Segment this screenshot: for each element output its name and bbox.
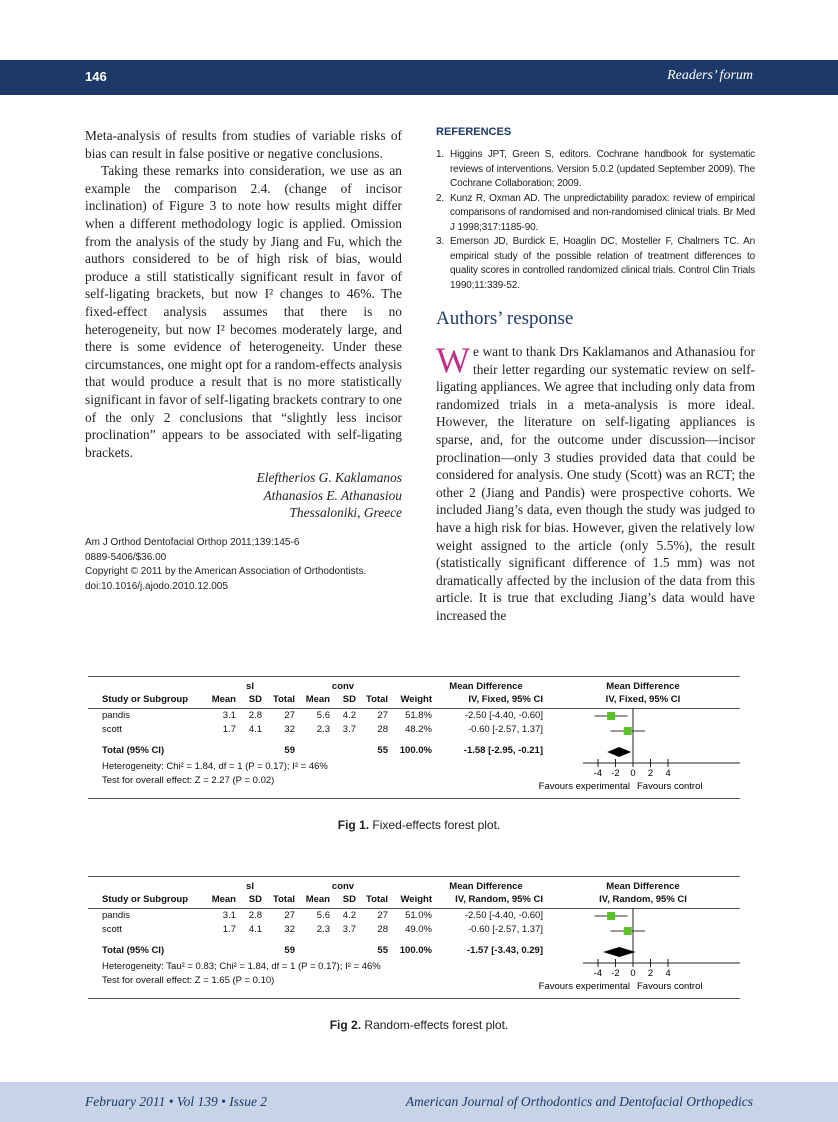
page-number: 146: [85, 69, 107, 84]
cell-conv-total: 27: [377, 910, 388, 921]
column-header: Mean: [211, 694, 236, 705]
cell-conv-mean: 5.6: [316, 710, 330, 721]
x-tick-label: 4: [665, 768, 671, 779]
total-ci: -1.58 [-2.95, -0.21]: [463, 745, 543, 756]
cell-conv-mean: 2.3: [316, 924, 330, 935]
reference-item: [436, 235, 755, 293]
effect-square: [624, 927, 632, 935]
study-name: pandis: [102, 910, 130, 921]
forest-plot-fixed: [88, 676, 740, 799]
cell-sl-mean: 3.1: [222, 710, 236, 721]
effect-square: [624, 727, 632, 735]
page-footer: [0, 1082, 838, 1122]
ci-header: IV, Random, 95% CI: [455, 894, 543, 905]
column-header: Weight: [400, 694, 432, 705]
cell-conv-mean: 5.6: [316, 910, 330, 921]
issue-info: February 2011 • Vol 139 • Issue 2: [85, 1094, 268, 1109]
drop-cap: W: [436, 340, 470, 380]
md-header: Mean Difference: [449, 881, 523, 892]
x-tick-label: 0: [630, 768, 636, 779]
heterogeneity-text: Heterogeneity: Chi² = 1.84, df = 1 (P = 0.17); I² = 46%: [102, 761, 328, 772]
cell-conv-sd: 4.2: [342, 710, 356, 721]
column-header: SD: [248, 894, 262, 905]
column-header: Mean: [305, 894, 330, 905]
reference-list: [436, 148, 755, 293]
pooled-diamond: [607, 747, 631, 757]
cell-conv-sd: 3.7: [342, 724, 356, 735]
letter-column: [85, 127, 402, 594]
cell-sl-sd: 4.1: [248, 724, 262, 735]
citation-block: [85, 536, 402, 594]
plot-header: Mean Difference: [606, 881, 680, 892]
cell-sl-total: 27: [284, 710, 295, 721]
total-ci: -1.57 [-3.43, 0.29]: [466, 945, 543, 956]
caption-label: Fig 2.: [329, 1018, 362, 1032]
column-header: Weight: [400, 894, 432, 905]
cell-sl-total: 32: [284, 924, 295, 935]
column-header: Total: [273, 694, 295, 705]
reference-text: Kunz R, Oxman AD. The unpredictability paradox: review of empirical comparisons of randomised and non-randomised clinical trials. Br Med J 1998;317:1185-90.: [450, 192, 755, 233]
cell-ci: -0.60 [-2.57, 1.37]: [468, 924, 543, 935]
favours-control-label: Favours control: [637, 981, 703, 992]
letter-paragraph: Taking these remarks into consideration, we use as an example the comparison 2.4. (change of incisor inclination) of Figure 3 to note how results might differ when a different methodology logic is applied. Omission from the analysis of the study by Jiang and Fu, which the authors considered to be of high risk of bias, would produce a still statistically significant result in favor of self-ligating brackets, but now I² changes to 46%. The fixed-effect analysis assumes that there is no heterogeneity, but now I² becomes moderately large, and there is some evidence of heterogeneity. Under these circumstances, one might opt for a random-effects analysis that would produce a result that is no more statistically significant in favor of self-ligating brackets contrary to one of the only 2 conclusions that “slightly less incisor proclination” appears to be associated with self-ligating brackets.: [85, 163, 402, 460]
overall-effect-text: Test for overall effect: Z = 2.27 (P = 0.02): [102, 775, 275, 786]
x-tick-label: 2: [647, 768, 654, 779]
favours-experimental-label: Favours experimental: [538, 781, 630, 792]
cell-ci: -2.50 [-4.40, -0.60]: [464, 910, 543, 921]
figure-caption: [0, 1018, 838, 1032]
x-tick-label: -2: [611, 968, 620, 979]
reference-number: 2.: [436, 192, 445, 204]
total-conv: 55: [377, 945, 388, 956]
right-column: [436, 126, 755, 625]
total-sl: 59: [284, 945, 295, 956]
cell-sl-sd: 2.8: [248, 910, 262, 921]
total-weight: 100.0%: [399, 745, 432, 756]
x-tick-label: 2: [647, 968, 654, 979]
pooled-diamond: [603, 947, 636, 957]
column-header: Study or Subgroup: [102, 894, 189, 905]
cell-conv-mean: 2.3: [316, 724, 330, 735]
column-header: Study or Subgroup: [102, 694, 189, 705]
response-paragraph: [436, 340, 755, 625]
letter-paragraph: Meta-analysis of results from studies of variable risks of bias can result in false positive or negative conclusions.: [85, 128, 402, 161]
signature: Eleftherios G. Kaklamanos: [256, 470, 402, 486]
cell-sl-mean: 1.7: [222, 724, 236, 735]
plot-ci-header: IV, Random, 95% CI: [599, 894, 687, 905]
cell-sl-sd: 2.8: [248, 710, 262, 721]
plot-ci-header: IV, Fixed, 95% CI: [605, 694, 681, 705]
doi[interactable]: doi:10.1016/j.ajodo.2010.12.005: [85, 580, 228, 592]
cell-ci: -2.50 [-4.40, -0.60]: [464, 710, 543, 721]
favours-experimental-label: Favours experimental: [538, 981, 630, 992]
reference-item: [436, 148, 755, 192]
reference-item: [436, 192, 755, 236]
cell-sl-mean: 3.1: [222, 910, 236, 921]
cell-sl-sd: 4.1: [248, 924, 262, 935]
cell-sl-mean: 1.7: [222, 924, 236, 935]
group-label-sl: sl: [246, 881, 254, 892]
cell-conv-total: 27: [377, 710, 388, 721]
favours-control-label: Favours control: [637, 781, 703, 792]
study-name: pandis: [102, 710, 130, 721]
reference-text: Higgins JPT, Green S, editors. Cochrane handbook for systematic reviews of interventions. Version 5.0.2 (updated September 2009). The Cochrane Collaboration; 2009.: [450, 149, 755, 189]
cell-weight: 51.0%: [405, 910, 432, 921]
group-label-conv: conv: [331, 881, 355, 892]
column-header: SD: [342, 894, 356, 905]
signature: Athanasios E. Athanasiou: [263, 487, 402, 503]
x-tick-label: 4: [665, 968, 671, 979]
x-tick-label: -4: [593, 768, 603, 779]
total-weight: 100.0%: [399, 945, 432, 956]
total-label: Total (95% CI): [102, 745, 165, 756]
caption-text: Fixed-effects forest plot.: [372, 818, 501, 832]
cell-sl-total: 32: [284, 724, 295, 735]
plot-header: Mean Difference: [606, 681, 680, 692]
figure-caption: [0, 818, 838, 832]
caption-label: Fig 1.: [337, 818, 370, 832]
overall-effect-text: Test for overall effect: Z = 1.65 (P = 0.10): [102, 975, 275, 986]
total-label: Total (95% CI): [102, 945, 165, 956]
citation-line: 0889-5406/$36.00: [85, 551, 167, 563]
forest-plot-random: [88, 876, 740, 999]
x-tick-label: -2: [611, 768, 620, 779]
column-header: Total: [273, 894, 295, 905]
citation-line: Am J Orthod Dentofacial Orthop 2011;139:145-6: [85, 537, 300, 549]
x-tick-label: -4: [593, 968, 603, 979]
column-header: Mean: [305, 694, 330, 705]
group-label-sl: sl: [246, 681, 254, 692]
forest-plot-area: [88, 877, 740, 998]
response-text: e want to thank Drs Kaklamanos and Athanasiou for their letter regarding our systematic review on self-ligating appliances. We agree that including only data from randomized trials in a meta-analysis is more ideal. However, the literature on self-ligating appliances is sparse, and, for the outcome under discussion—incisor proclination—only 3 studies provided data that could be considered for analysis. One study (Scott) was an RCT; the other 2 (Jiang and Pandis) were prospective cohorts. We included Jiang’s data, even though the study was judged to have a high risk for bias. However, given the relatively low weight assigned to the article (only 5.5%), the result (statistically significant difference of 1.5 mm) was not dramatically affected by the inclusion of the data from this article. It is true that excluding Jiang’s data would have increased the: [436, 344, 755, 623]
reference-number: 1.: [436, 149, 445, 160]
signature-location: Thessaloniki, Greece: [289, 505, 402, 521]
total-conv: 55: [377, 745, 388, 756]
cell-conv-sd: 3.7: [342, 924, 356, 935]
ci-header: IV, Fixed, 95% CI: [468, 694, 543, 705]
total-sl: 59: [284, 745, 295, 756]
study-name: scott: [102, 724, 123, 735]
column-header: Total: [366, 894, 388, 905]
citation-line: Copyright © 2011 by the American Association of Orthodontists.: [85, 566, 367, 578]
effect-square: [607, 712, 615, 720]
cell-conv-sd: 4.2: [342, 910, 356, 921]
effect-square: [607, 912, 615, 920]
forest-plot-area: [88, 677, 740, 798]
x-tick-label: 0: [630, 968, 636, 979]
md-header: Mean Difference: [449, 681, 523, 692]
study-name: scott: [102, 924, 123, 935]
column-header: Total: [366, 694, 388, 705]
references: [436, 126, 755, 293]
section-title: Readers’ forum: [667, 68, 753, 83]
reference-number: 3.: [436, 236, 445, 247]
cell-conv-total: 28: [377, 724, 388, 735]
group-label-conv: conv: [331, 681, 355, 692]
cell-weight: 49.0%: [405, 924, 432, 935]
cell-conv-total: 28: [377, 924, 388, 935]
cell-weight: 48.2%: [405, 724, 432, 735]
caption-text: Random-effects forest plot.: [364, 1018, 509, 1032]
page-header: [0, 60, 838, 95]
cell-sl-total: 27: [284, 910, 295, 921]
column-header: Mean: [211, 894, 236, 905]
cell-weight: 51.8%: [405, 710, 432, 721]
authors-response-heading: Authors’ response: [436, 308, 574, 329]
reference-text: Emerson JD, Burdick E, Hoaglin DC, Mosteller F, Chalmers TC. An empirical study of the possible relation of treatment differences to quality scores in controlled randomized clinical trials. Control Clin Trials 1990;11:339-52.: [450, 236, 755, 291]
cell-ci: -0.60 [-2.57, 1.37]: [468, 724, 543, 735]
column-header: SD: [342, 694, 356, 705]
heterogeneity-text: Heterogeneity: Tau² = 0.83; Chi² = 1.84, df = 1 (P = 0.17); I² = 46%: [102, 961, 381, 972]
references-heading: REFERENCES: [436, 126, 512, 138]
column-header: SD: [248, 694, 262, 705]
journal-name: American Journal of Orthodontics and Dentofacial Orthopedics: [405, 1094, 753, 1109]
